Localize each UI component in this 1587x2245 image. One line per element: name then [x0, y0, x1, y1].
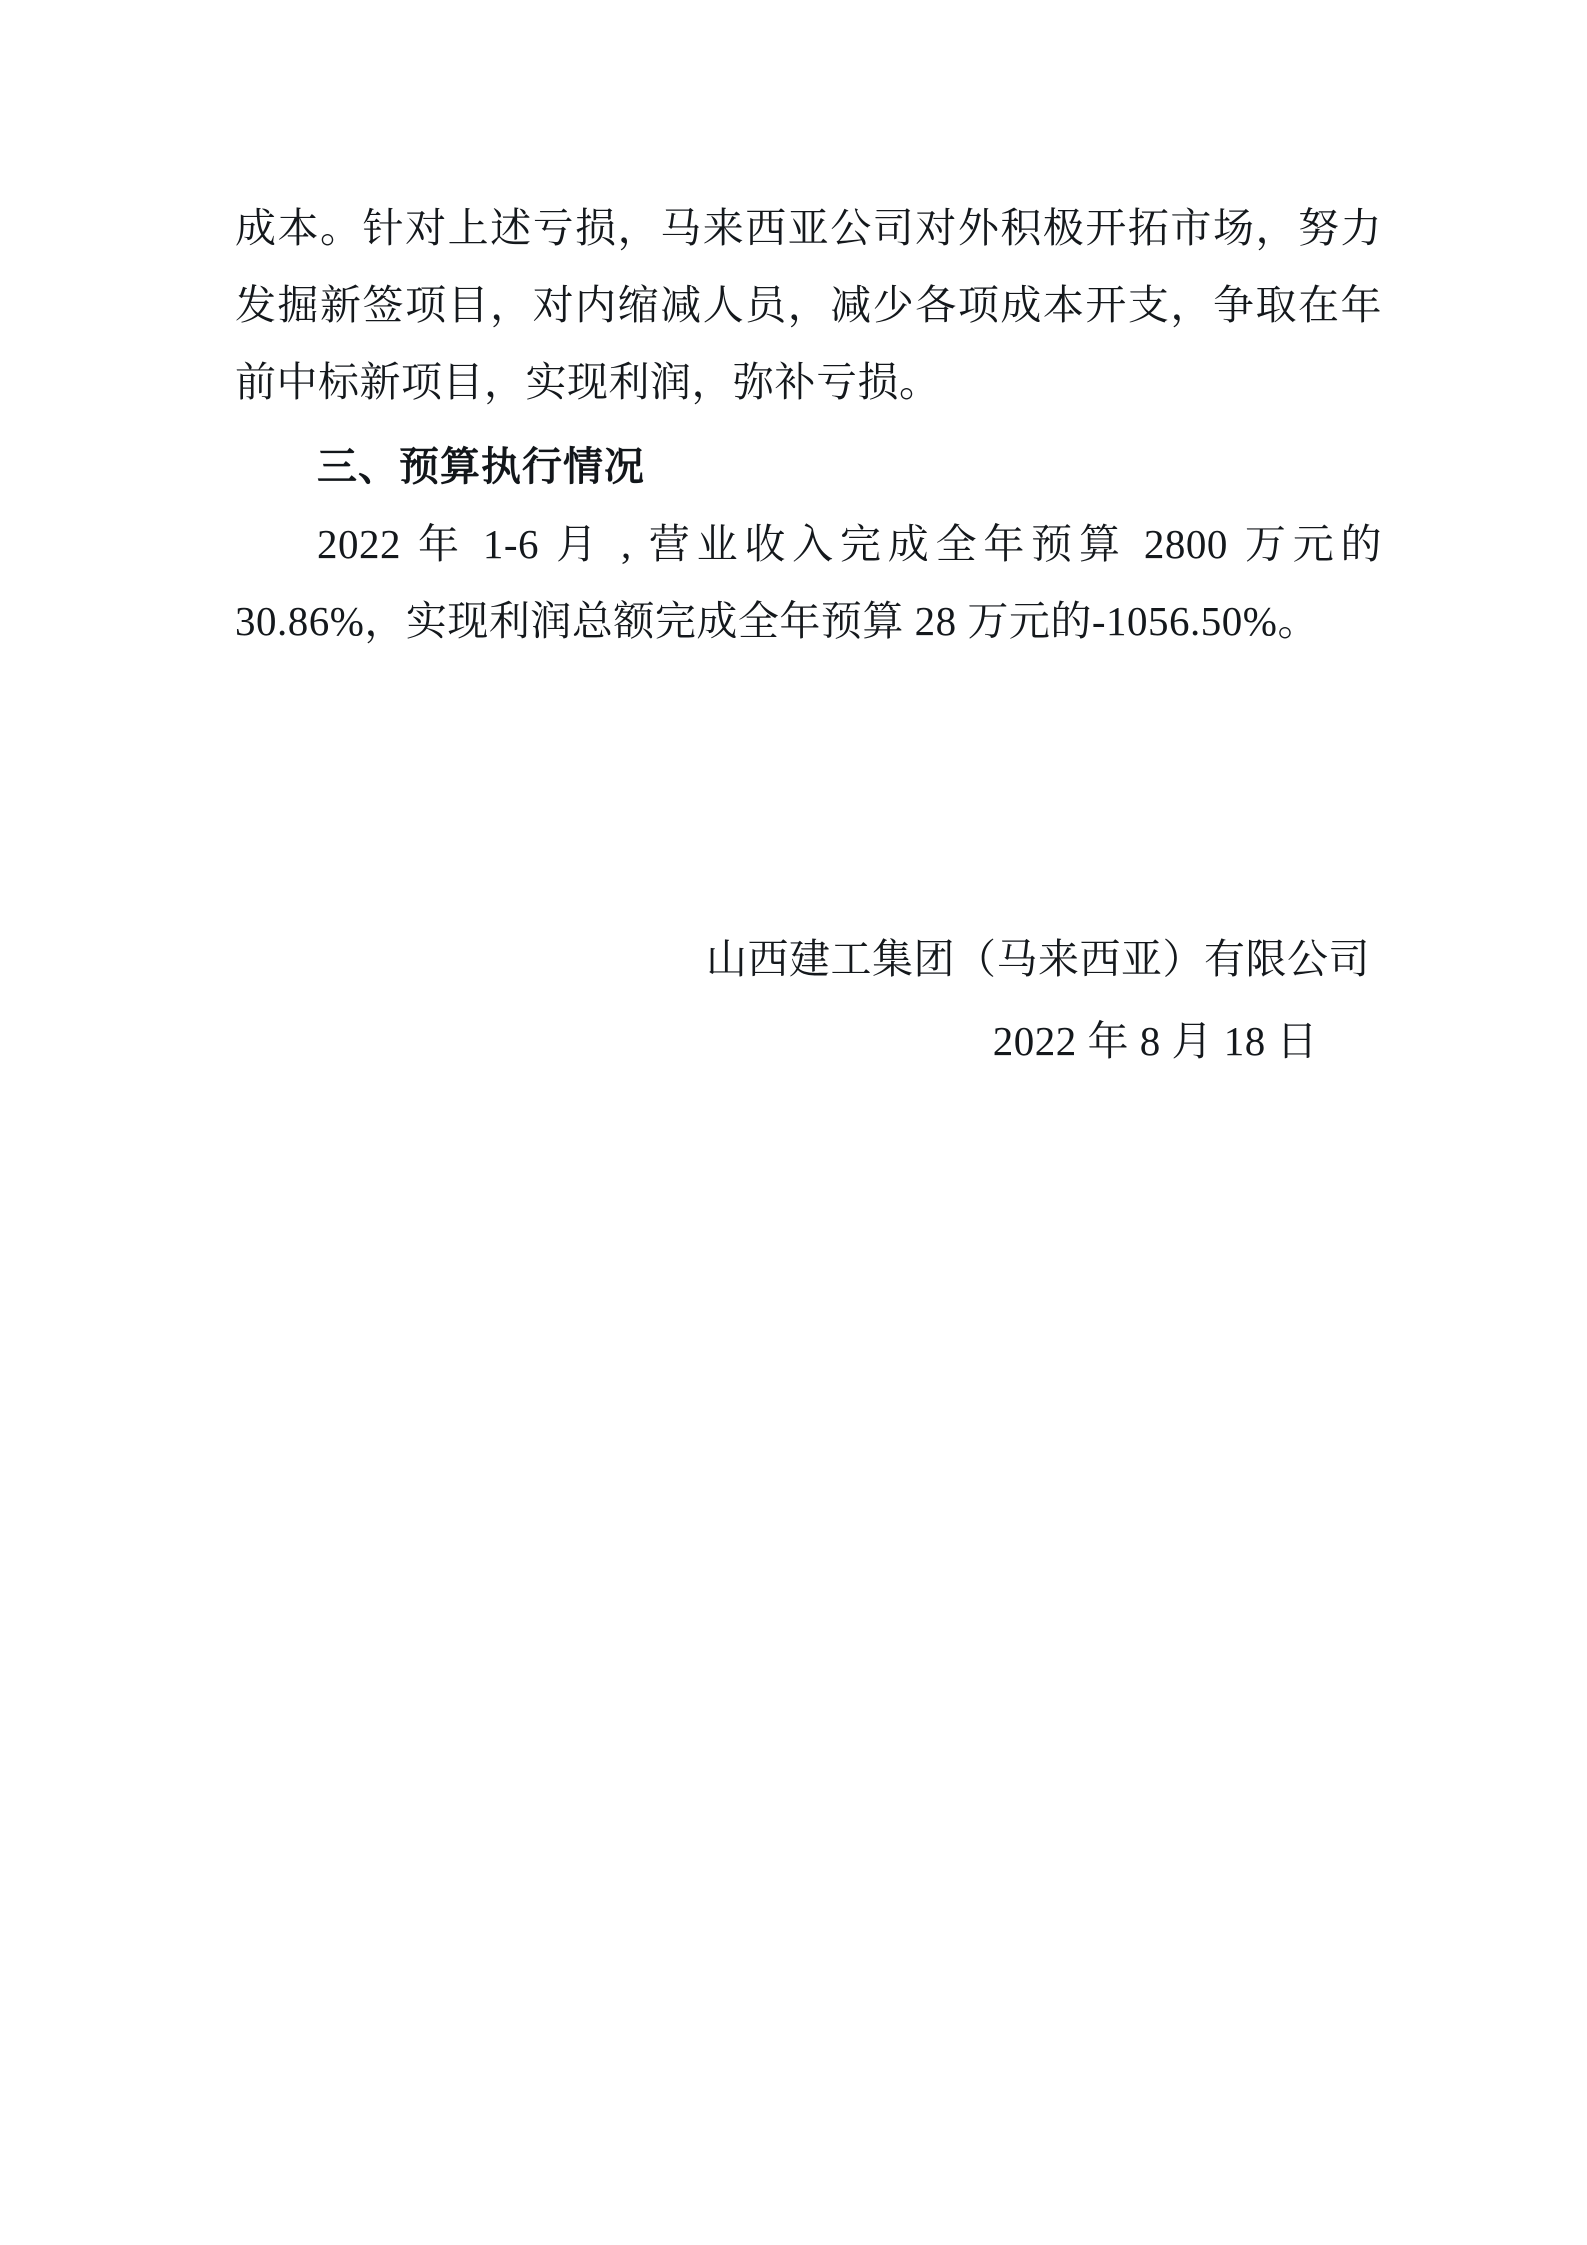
- signature-date: 2022 年 8 月 18 日: [992, 1018, 1318, 1064]
- paragraph-budget-execution: 2022 年 1-6 月 , 营业收入完成全年预算 2800 万元的 30.86%，实现利润总额完成全年预算 28 万元的-1056.50%。: [235, 521, 1382, 644]
- signature-block: [235, 918, 1382, 1082]
- paragraph-spacer: [235, 421, 1382, 429]
- signature-organization: 山西建工集团（马来西亚）有限公司: [706, 936, 1370, 982]
- paragraph-continuation: 成本。针对上述亏损，马来西亚公司对外积极开拓市场，努力发掘新签项目，对内缩减人员，减少各项成本开支，争取在年前中标新项目，实现利润，弥补亏损。: [235, 205, 1382, 405]
- section-heading-budget-execution: 三、预算执行情况: [317, 444, 645, 490]
